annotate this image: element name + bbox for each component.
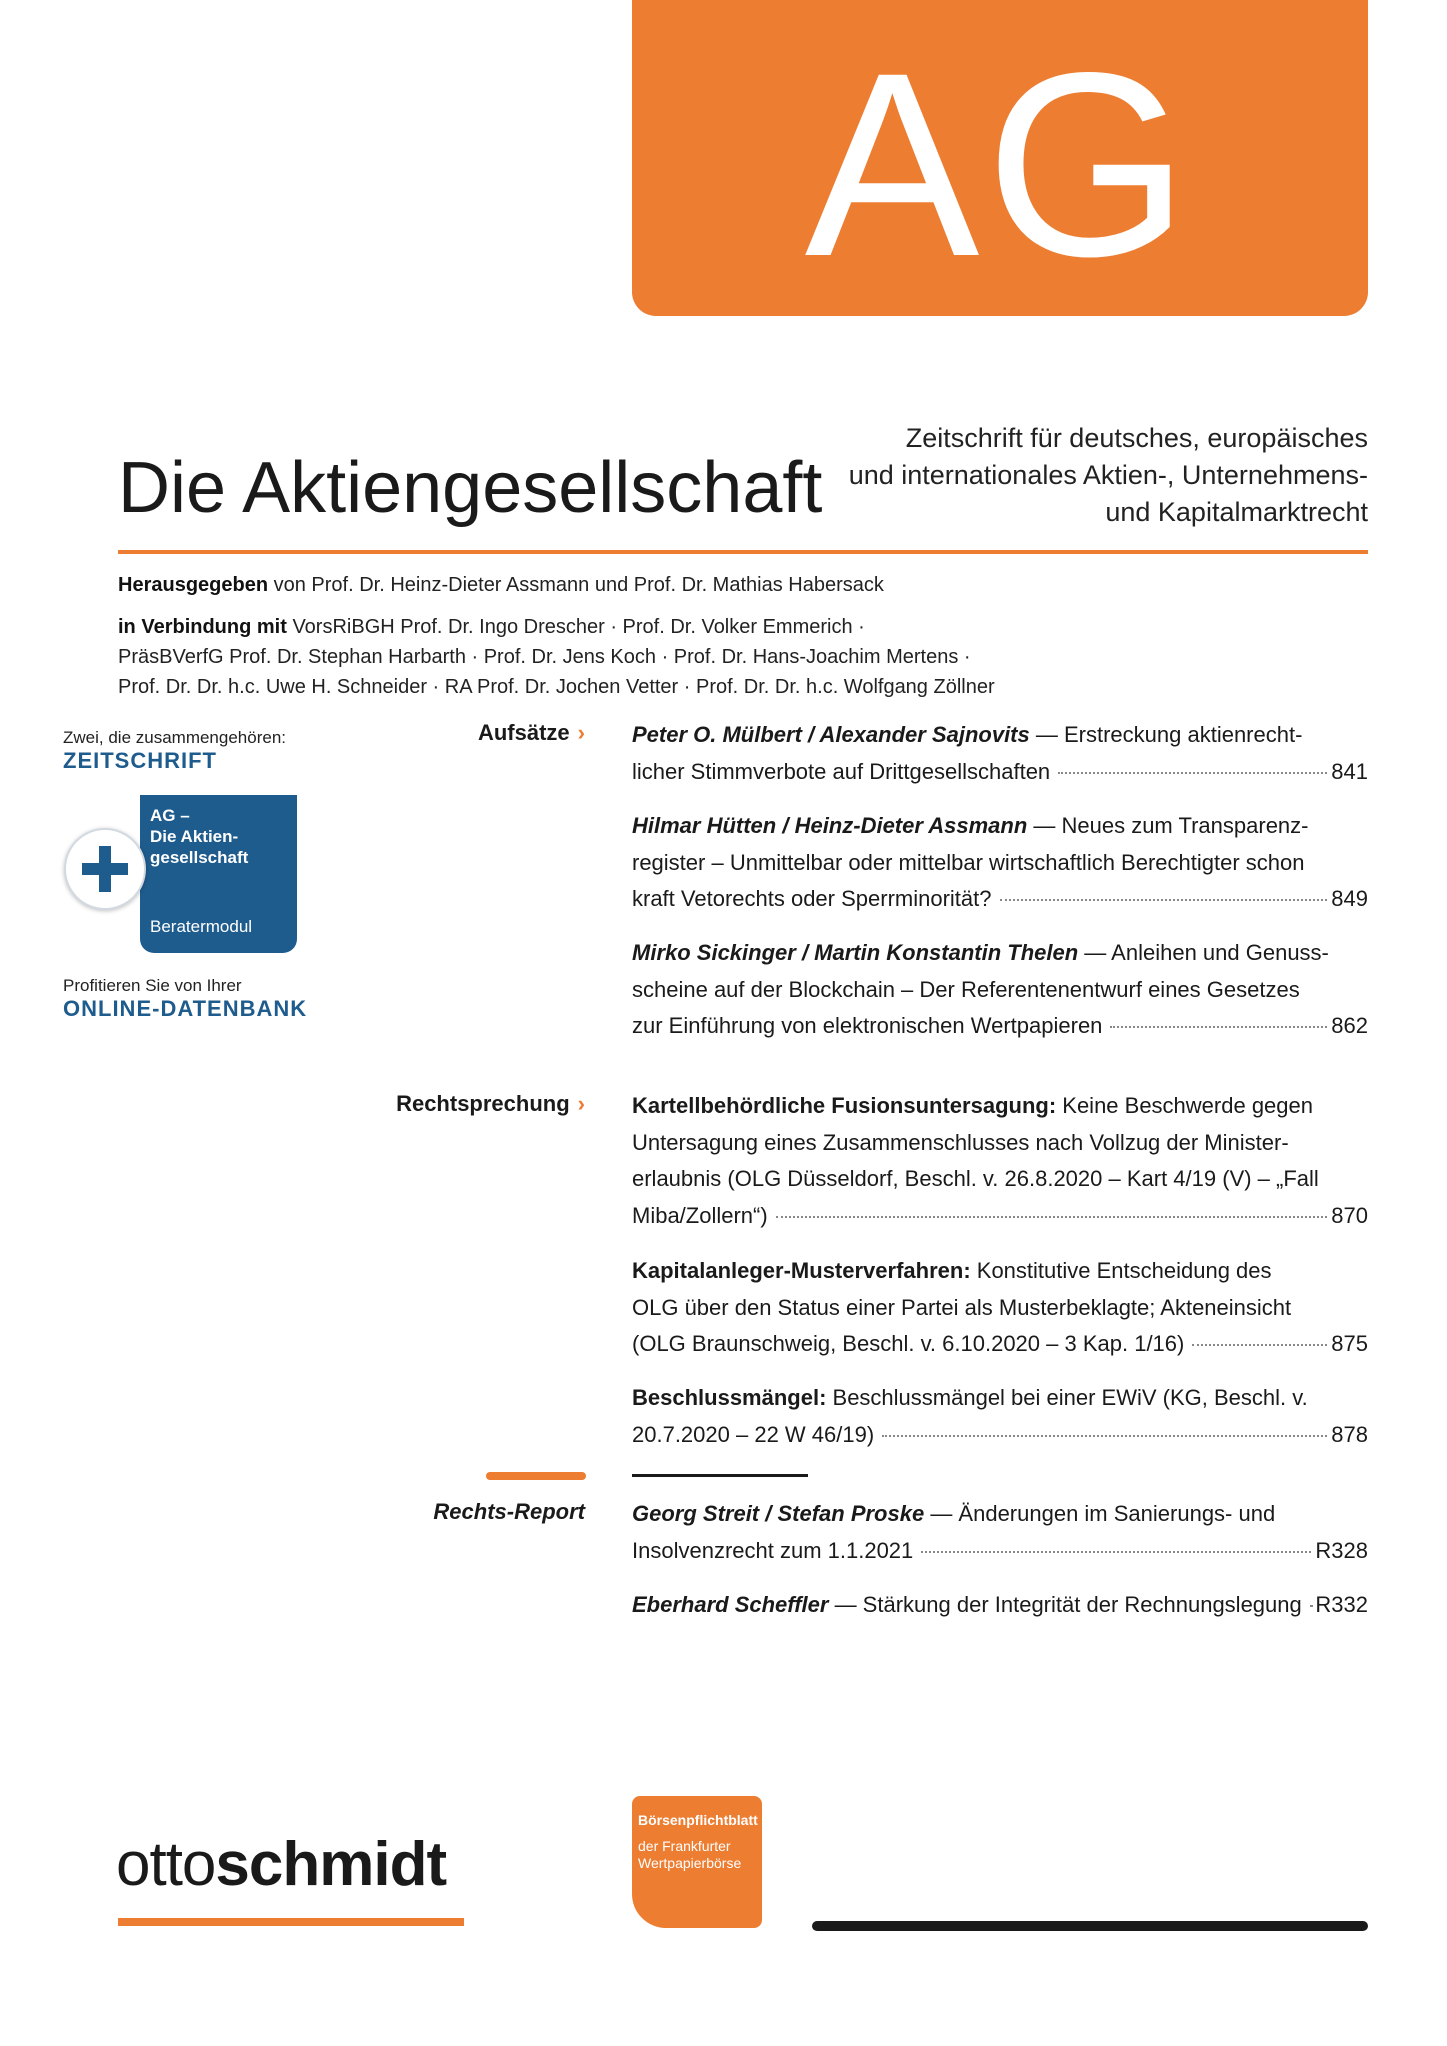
plus-icon — [64, 828, 146, 910]
toc-entry[interactable]: Mirko Sickinger / Martin Konstantin Thelen — Anleihen und Genuss- scheine auf der Blockchain – Der Referentenentwurf eines Gesetzes zur Einführung von elektronischen Wertpapieren 862 — [632, 935, 1368, 1045]
toc-entry[interactable]: Hilmar Hütten / Heinz-Dieter Assmann — Neues zum Transparenz- register – Unmittelbar oder mittelbar wirtschaftlich Berechtigter schon kraft Vetorechts oder Sperrminorität? 849 — [632, 808, 1368, 918]
toc-entry[interactable]: Beschlussmängel: Beschlussmängel bei einer EWiV (KG, Beschl. v. 20.7.2020 – 22 W 46/19) 878 — [632, 1380, 1368, 1453]
chevron-right-icon: › — [577, 1091, 585, 1116]
publisher-rule — [118, 1918, 464, 1926]
chevron-right-icon: › — [577, 720, 585, 745]
editors-line: Herausgegeben von Prof. Dr. Heinz-Dieter Assmann und Prof. Dr. Mathias Habersack — [118, 574, 884, 596]
page-number: 870 — [1331, 1202, 1368, 1228]
section-aufsaetze: Aufsätze › — [477, 720, 585, 745]
badge-title: AG – Die Aktien- gesellschaft — [150, 806, 249, 867]
page-number: 862 — [1331, 1013, 1368, 1038]
section-rechtsprechung: Rechtsprechung › — [396, 1091, 585, 1116]
ag-logo-text: AG — [804, 18, 1196, 311]
page-number: 841 — [1331, 758, 1368, 784]
toc-entry[interactable]: Kartellbehördliche Fusionsuntersagung: Keine Beschwerde gegen Untersagung eines Zusammenschlusses nach Vollzug der Minister- erlaubnis (OLG Düsseldorf, Beschl. v. 26.8.2020 – Kart 4/19 (V) – „Fall Miba/Zollern“) 870 — [632, 1088, 1368, 1234]
report-rule — [632, 1474, 808, 1477]
toc-entry[interactable]: Eberhard Scheffler — Stärkung der Integrität der Rechnungslegung R332 — [632, 1587, 1368, 1624]
ag-logo-box — [632, 0, 1368, 316]
page-number: R332 — [1315, 1592, 1368, 1617]
toc-entry[interactable]: Georg Streit / Stefan Proske — Änderungen im Sanierungs- und Insolvenzrecht zum 1.1.2021 R328 — [632, 1496, 1368, 1569]
page-number: 875 — [1331, 1331, 1368, 1356]
toc-entry[interactable]: Peter O. Mülbert / Alexander Sajnovits — Erstreckung aktienrecht- licher Stimmverbote auf Drittgesellschaften 841 — [632, 717, 1368, 790]
bottom-bar — [812, 1921, 1368, 1931]
sidebar-intro: Zwei, die zusammengehören: — [63, 728, 287, 747]
journal-subtitle: Zeitschrift für deutsches, europäisches und internationales Aktien-, Unternehmens- und Kapitalmarktrecht — [848, 423, 1368, 527]
badge-footer: Beratermodul — [150, 917, 253, 936]
title-rule — [118, 550, 1368, 554]
boersenpflichtblatt-badge: Börsenpflichtblatt der Frankfurter Wertpapierbörse — [632, 1796, 762, 1928]
association-block: in Verbindung mit VorsRiBGH Prof. Dr. Ingo Drescher · Prof. Dr. Volker Emmerich · PräsBVerfG Prof. Dr. Stephan Harbarth · Prof. Dr. Jens Koch · Prof. Dr. Hans-Joachim Mertens · Prof. Dr. Dr. h.c. Uwe H. Schneider · RA Prof. Dr. Jochen Vetter · Prof. Dr. Dr. h.c. Wolfgang Zöllner — [118, 616, 995, 698]
journal-title: Die Aktiengesellschaft — [118, 448, 823, 528]
publisher-logo: ottoschmidt — [116, 1830, 447, 1899]
beratermodul-badge[interactable] — [140, 795, 297, 953]
page-number: R328 — [1315, 1537, 1368, 1563]
sidebar-online-datenbank: ONLINE-DATENBANK — [63, 996, 308, 1021]
sidebar-profit: Profitieren Sie von Ihrer — [63, 976, 242, 995]
toc-entry[interactable]: Kapitalanleger-Musterverfahren: Konstitutive Entscheidung des OLG über den Status einer Partei als Musterbeklagte; Akteneinsicht (OLG Braunschweig, Beschl. v. 6.10.2020 – 3 Kap. 1/16) 875 — [632, 1253, 1368, 1363]
page-number: 878 — [1331, 1421, 1368, 1447]
section-rechts-report: Rechts-Report — [433, 1499, 585, 1524]
page-number: 849 — [1331, 886, 1368, 911]
sidebar-zeitschrift: ZEITSCHRIFT — [63, 748, 217, 773]
report-accent-bar — [486, 1472, 586, 1480]
